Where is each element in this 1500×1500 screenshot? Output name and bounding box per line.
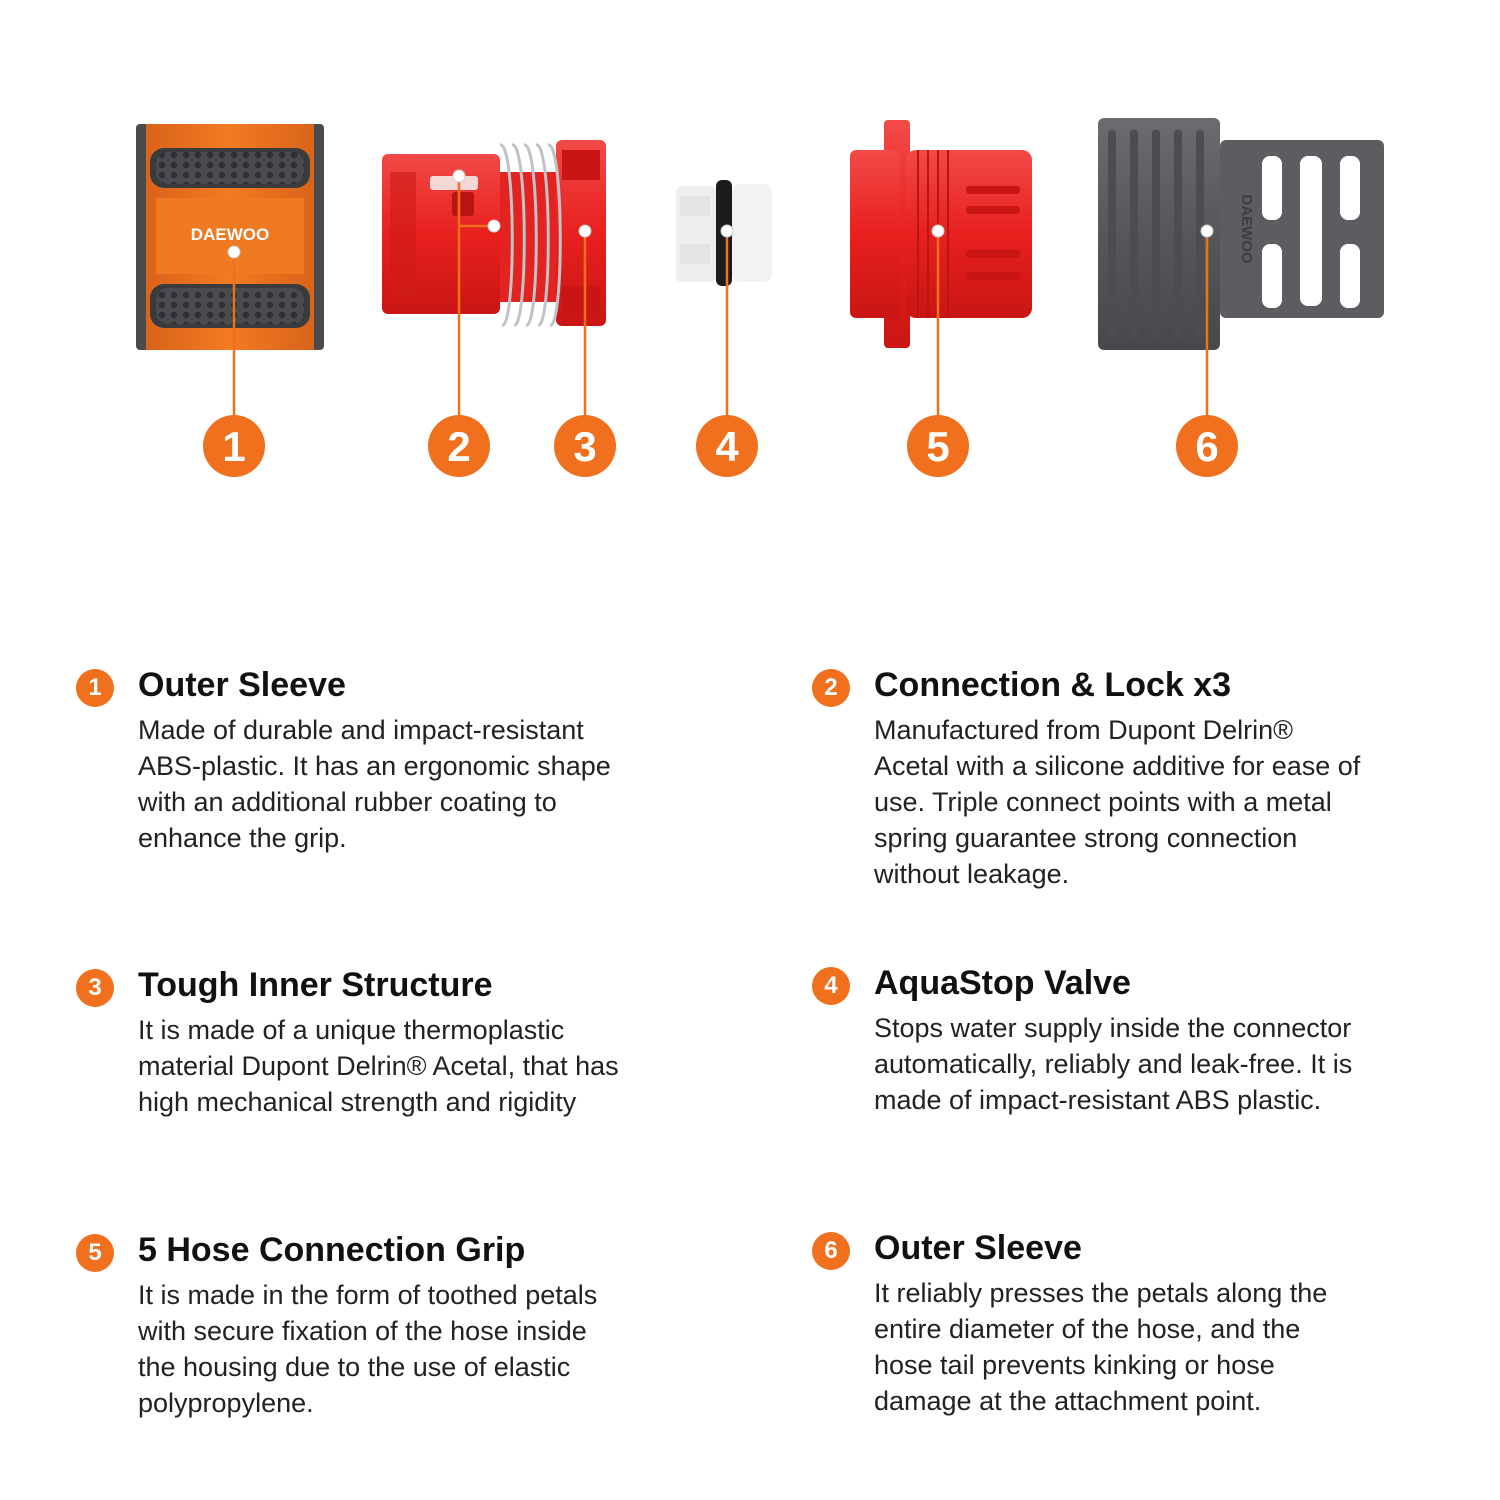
feature-description [874, 712, 1432, 892]
description-line: hose tail prevents kinking or hose [874, 1350, 1275, 1380]
description-line: without leakage. [874, 859, 1070, 889]
feature-3 [76, 962, 696, 1120]
feature-number-badge: 3 [76, 969, 114, 1007]
daewoo-embossed-logo: DAEWOO [1238, 194, 1255, 264]
feature-title: Outer Sleeve [874, 1229, 1082, 1267]
feature-4 [812, 960, 1432, 1118]
feature-description [138, 712, 696, 856]
daewoo-logo: DAEWOO [190, 225, 270, 244]
description-line: Acetal with a silicone additive for ease of [874, 751, 1361, 781]
feature-title: Connection & Lock x3 [874, 666, 1232, 704]
callout-anchor-dot [579, 225, 591, 237]
description-line: use. Triple connect points with a metal [874, 787, 1332, 817]
feature-title: 5 Hose Connection Grip [138, 1231, 526, 1269]
description-line: spring guarantee strong connection [874, 823, 1298, 853]
part-outer-sleeve [136, 124, 324, 350]
callout-number: 6 [1195, 423, 1219, 470]
feature-title: Outer Sleeve [138, 666, 346, 704]
part-connection-lock [382, 140, 606, 326]
description-line: with an additional rubber coating to [138, 787, 557, 817]
feature-title: AquaStop Valve [874, 964, 1131, 1002]
description-line: It reliably presses the petals along the [874, 1278, 1328, 1308]
callout-anchor-dot [488, 220, 500, 232]
feature-description [138, 1277, 696, 1421]
feature-6 [812, 1225, 1432, 1419]
description-line: Stops water supply inside the connector [874, 1013, 1352, 1043]
description-line: automatically, reliably and leak-free. It is [874, 1049, 1353, 1079]
callout-number: 1 [222, 423, 246, 470]
description-line: Made of durable and impact-resistant [138, 715, 584, 745]
feature-title: Tough Inner Structure [138, 966, 493, 1004]
description-line: polypropylene. [138, 1388, 314, 1418]
callout-anchor-dot [721, 225, 733, 237]
feature-number-badge: 4 [812, 967, 850, 1005]
description-line: Manufactured from Dupont Delrin® [874, 715, 1294, 745]
exploded-view-diagram [0, 0, 1500, 520]
feature-description [138, 1012, 696, 1120]
feature-number-badge: 1 [76, 669, 114, 707]
description-line: the housing due to the use of elastic [138, 1352, 571, 1382]
part-outer-sleeve-tail [1098, 118, 1384, 350]
feature-5 [76, 1227, 696, 1421]
callout-number: 2 [447, 423, 471, 470]
description-line: damage at the attachment point. [874, 1386, 1262, 1416]
description-line: enhance the grip. [138, 823, 347, 853]
feature-number-badge: 5 [76, 1234, 114, 1272]
description-line: ABS-plastic. It has an ergonomic shape [138, 751, 611, 781]
callout-anchor-dot [453, 170, 465, 182]
description-line: made of impact-resistant ABS plastic. [874, 1085, 1322, 1115]
description-line: It is made of a unique thermoplastic [138, 1015, 565, 1045]
feature-2 [812, 662, 1432, 892]
feature-description [874, 1275, 1432, 1419]
callout-anchor-dot [1201, 225, 1213, 237]
feature-1 [76, 662, 696, 856]
feature-number-badge: 2 [812, 669, 850, 707]
callout-anchor-dot [228, 246, 240, 258]
description-line: high mechanical strength and rigidity [138, 1087, 577, 1117]
description-line: material Dupont Delrin® Acetal, that has [138, 1051, 619, 1081]
callout-number: 5 [926, 423, 950, 470]
feature-number-badge: 6 [812, 1232, 850, 1270]
callout-number: 4 [715, 423, 739, 470]
feature-description [874, 1010, 1432, 1118]
callout-number: 3 [573, 423, 597, 470]
description-line: It is made in the form of toothed petals [138, 1280, 598, 1310]
callout-anchor-dot [932, 225, 944, 237]
callout-badges [203, 415, 1238, 477]
description-line: with secure fixation of the hose inside [138, 1316, 587, 1346]
description-line: entire diameter of the hose, and the [874, 1314, 1301, 1344]
